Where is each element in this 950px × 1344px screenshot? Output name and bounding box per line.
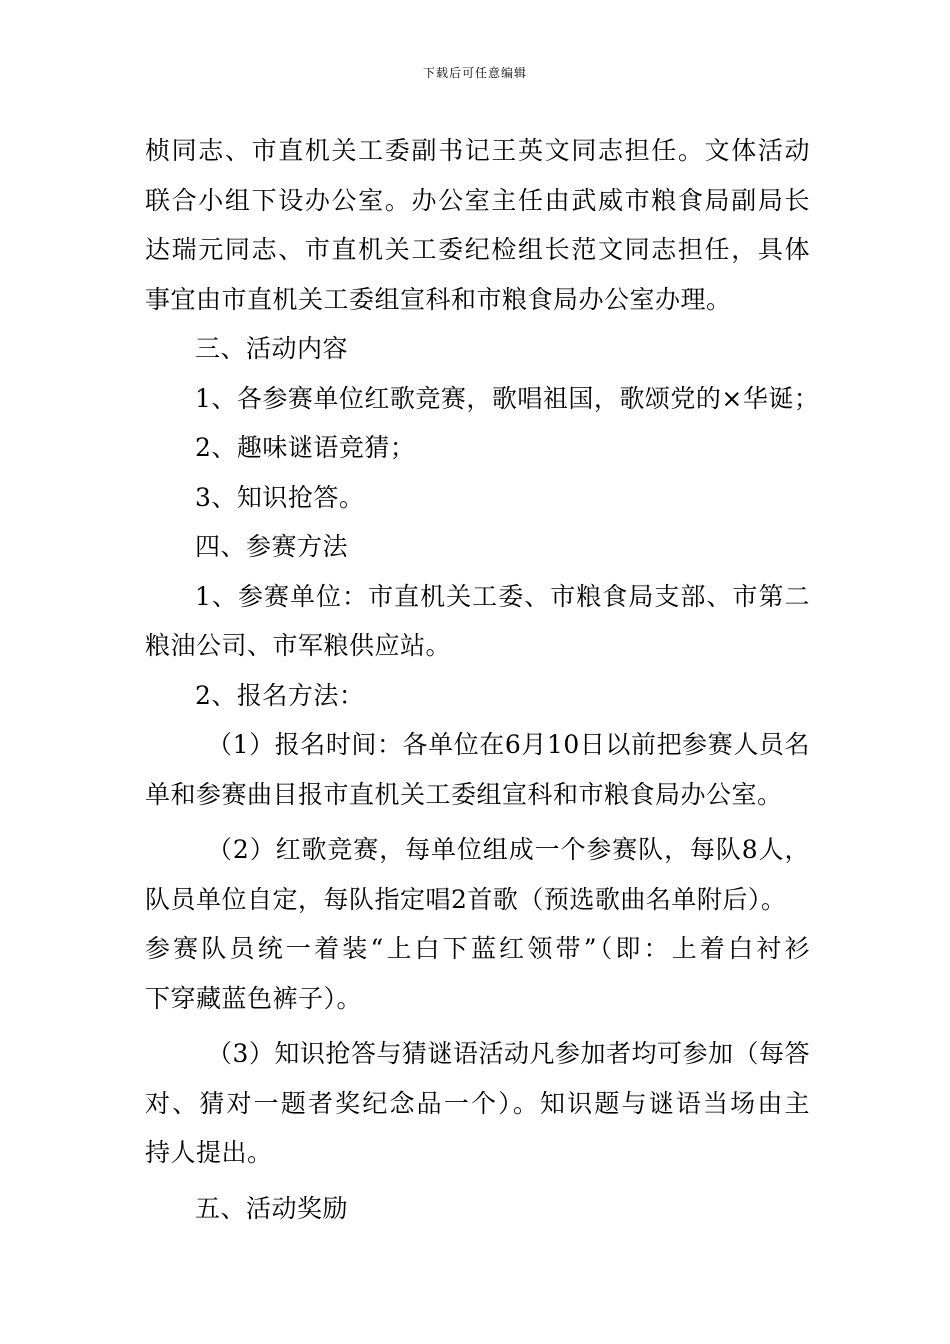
paragraph-line: 单和参赛曲目报市直机关工委组宣科和市粮食局办公室。	[145, 779, 783, 809]
document-body	[145, 126, 820, 1233]
list-item: 1、各参赛单位红歌竞赛，歌唱祖国，歌颂党的×华诞；	[195, 383, 820, 413]
list-item: 3、知识抢答。	[195, 482, 365, 512]
paragraph-line: 参赛队员统一着装“上白下蓝红领带”（即：上着白衬衫	[145, 934, 810, 963]
paragraph-line: 桢同志、市直机关工委副书记王英文同志担任。文体活动	[145, 136, 810, 165]
section-heading: 五、活动奖励	[195, 1193, 349, 1223]
paragraph-line: 下穿藏蓝色裤子）。	[145, 983, 363, 1013]
paragraph-line: 持人提出。	[145, 1138, 273, 1167]
sub-item: （2）红歌竞赛，每单位组成一个参赛队，每队8人，	[207, 835, 810, 864]
list-item: 1、参赛单位：市直机关工委、市粮食局支部、市第二	[195, 581, 810, 611]
page-header-note: 下载后可任意编辑	[422, 66, 527, 80]
sub-item: （3）知识抢答与猜谜语活动凡参加者均可参加（每答	[207, 1039, 810, 1068]
paragraph-line: 联合小组下设办公室。办公室主任由武威市粮食局副局长	[145, 185, 810, 215]
paragraph-line: 达瑞元同志、市直机关工委纪检组长范文同志担任，具体	[145, 235, 810, 264]
section-heading: 三、活动内容	[195, 334, 349, 363]
list-item: 2、报名方法：	[195, 680, 365, 710]
paragraph-line: 对、猜对一题者奖纪念品一个）。知识题与谜语当场由主	[145, 1088, 810, 1118]
paragraph-line: 事宜由市直机关工委组宣科和市粮食局办公室办理。	[145, 284, 732, 314]
paragraph-line: 粮油公司、市军粮供应站。	[145, 631, 452, 660]
paragraph-line: 队员单位自定，每队指定唱2首歌（预选歌曲名单附后）。	[145, 884, 787, 914]
list-item: 2、趣味谜语竞猜；	[195, 433, 416, 462]
section-heading: 四、参赛方法	[195, 532, 349, 561]
sub-item: （1）报名时间：各单位在6月10日以前把参赛人员名	[207, 730, 810, 759]
